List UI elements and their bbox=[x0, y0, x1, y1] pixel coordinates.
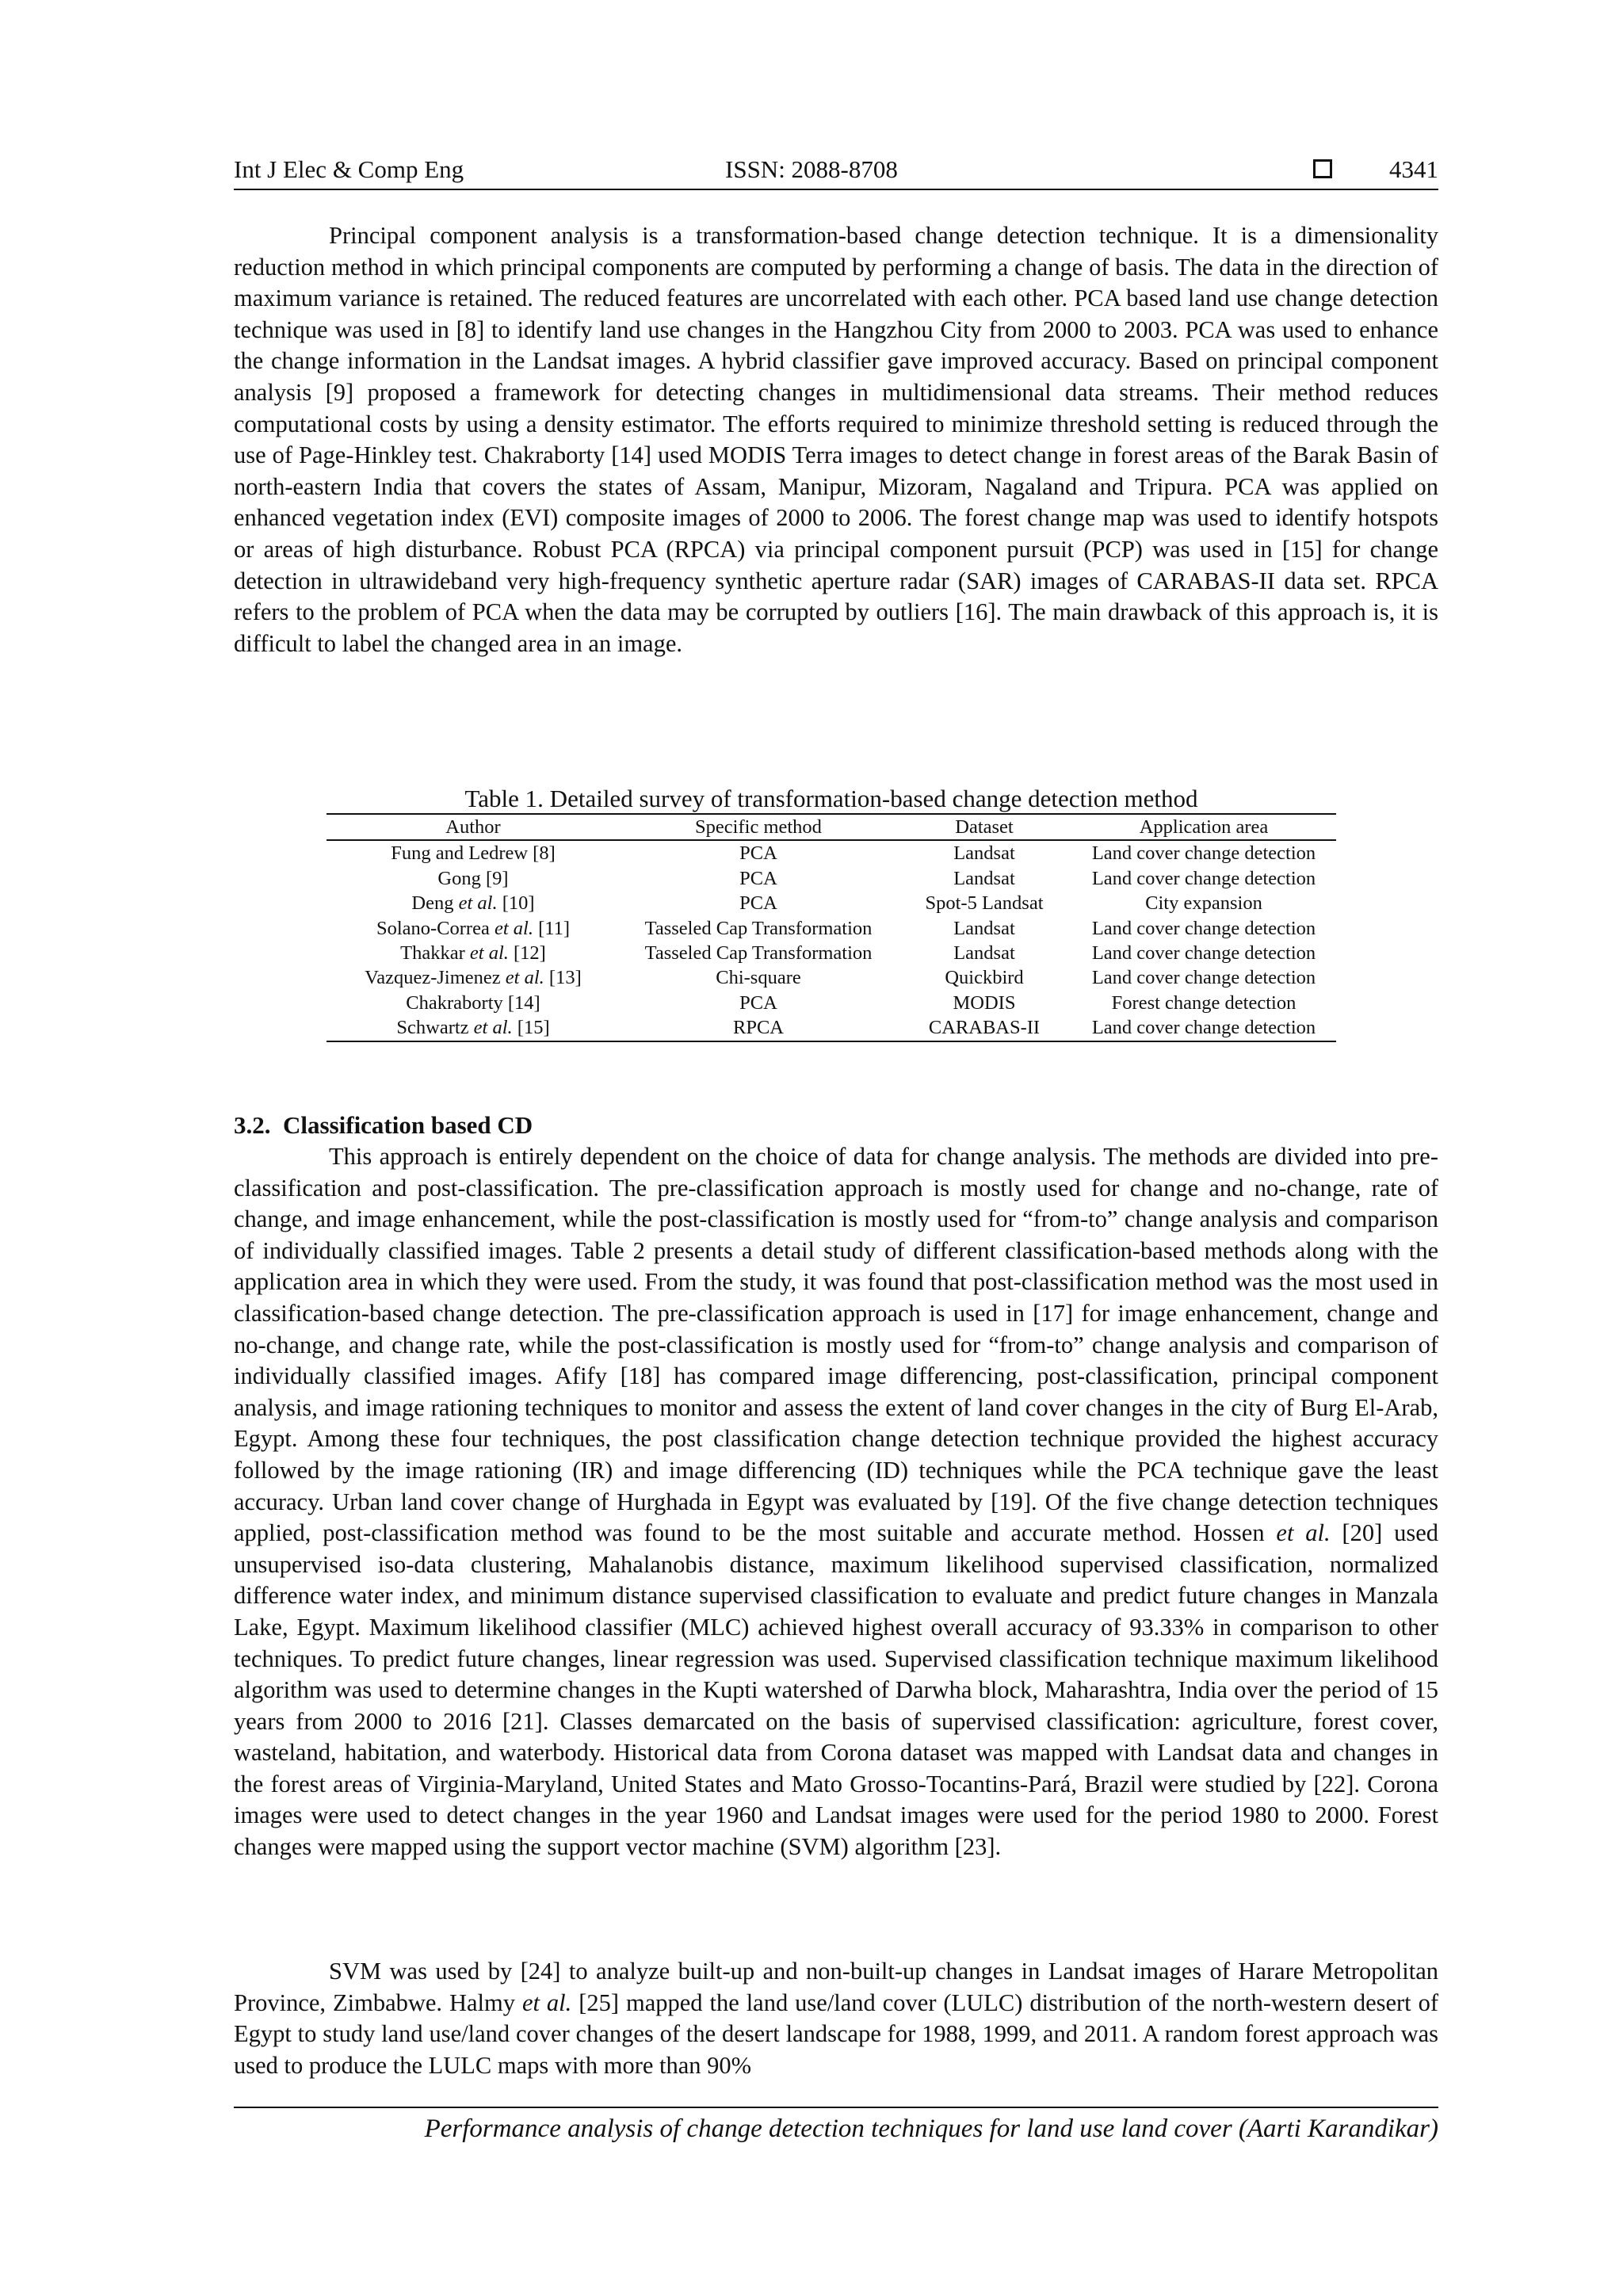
table-row bbox=[327, 941, 1336, 965]
table-caption: Table 1. Detailed survey of transformation-based change detection method bbox=[464, 785, 1198, 812]
cell-application: Land cover change detection bbox=[1091, 1017, 1316, 1039]
et-al: et al. bbox=[469, 942, 509, 965]
cell-author bbox=[327, 891, 620, 915]
body-text-classification bbox=[234, 1141, 1438, 1863]
cell-application: Land cover change detection bbox=[1091, 967, 1316, 989]
reference: [13] bbox=[548, 967, 582, 989]
cell-dataset: CARABAS-II bbox=[928, 1017, 1041, 1039]
et-al: et al. bbox=[521, 1988, 572, 2016]
et-al: et al. bbox=[473, 1017, 513, 1039]
cell-dataset: Spot-5 Landsat bbox=[925, 892, 1044, 915]
checkbox-square-icon bbox=[1313, 159, 1332, 178]
reference: [15] bbox=[517, 1017, 550, 1039]
table-row bbox=[327, 965, 1336, 990]
reference: [12] bbox=[514, 942, 546, 965]
paragraph-svm-part1: SVM was used by [24] to analyze built-up and non-built-up changes in Landsat images of Harare Metropolitan Province, Zimbabwe. Halmy bbox=[234, 1958, 1438, 2016]
paragraph-classification-part1: This approach is entirely dependent on the choice of data for change analysis. The methods are divided into pre-classification and post-classification. The pre-classification approach is mostly used for change and no-change, rate of change, and image enhancement, while the post-classification is mostly used for “from-to” change analysis and comparison of individually classified images. Table 2 presents a detail study of different classification-based methods along with the application area in which they were used. From the study, it was found that post-classification method was the most used in classification-based change detection. The pre-classification approach is used in [17] for image enhancement, change and no-change, and change rate, while the post-classification is mostly used for “from-to” change analysis and comparison of individually classified images. Afify [18] has compared image differencing, post-classification, principal component analysis, and image rationing techniques to monitor and assess the extent of land cover changes in the city of Burg El-Arab, Egypt. Among these four techniques, the post classification change detection technique provided the highest accuracy followed by the image rationing (IR) and image differencing (ID) techniques while the PCA technique gave the least accuracy. Urban land cover change of Hurghada in Egypt was evaluated by [19]. Of the five change detection techniques applied, post-classification method was found to be the most suitable and accurate method. Hossen bbox=[234, 1143, 1438, 1547]
footer-rule bbox=[234, 2107, 1438, 2108]
paragraph-classification bbox=[234, 1141, 1438, 1863]
table-row bbox=[327, 866, 1336, 891]
cell-method: Chi-square bbox=[716, 967, 801, 989]
cell-author bbox=[327, 916, 620, 941]
reference: [11] bbox=[538, 917, 571, 939]
cell-author bbox=[327, 866, 620, 891]
author-name: Fung and Ledrew [8] bbox=[391, 842, 556, 865]
cell-author bbox=[327, 840, 620, 865]
body-text-svm bbox=[234, 1956, 1438, 2081]
cell-method: PCA bbox=[739, 842, 777, 865]
cell-dataset: Landsat bbox=[953, 842, 1015, 865]
section-number: 3.2. bbox=[234, 1111, 271, 1139]
cell-author bbox=[327, 1015, 620, 1041]
author-name: Schwartz bbox=[396, 1017, 469, 1039]
body-text-top bbox=[234, 220, 1438, 659]
cell-author bbox=[327, 965, 620, 990]
survey-table bbox=[327, 813, 1336, 1042]
cell-dataset: Quickbird bbox=[945, 967, 1024, 989]
cell-dataset: Landsat bbox=[953, 917, 1015, 939]
et-al: et al. bbox=[1276, 1519, 1331, 1547]
header-author: Author bbox=[445, 816, 501, 838]
cell-application: Land cover change detection bbox=[1091, 842, 1316, 865]
cell-method: Tasseled Cap Transformation bbox=[644, 942, 873, 965]
issn: ISSN: 2088-8708 bbox=[725, 155, 898, 183]
et-al: et al. bbox=[505, 967, 544, 989]
author-name: Vazquez-Jimenez bbox=[365, 967, 501, 989]
section-title: Classification based CD bbox=[283, 1111, 533, 1139]
journal-name: Int J Elec & Comp Eng bbox=[234, 155, 464, 183]
cell-method: PCA bbox=[739, 867, 777, 889]
author-name: Solano-Correa bbox=[376, 917, 490, 939]
author-name: Chakraborty [14] bbox=[406, 991, 540, 1014]
table-row bbox=[327, 916, 1336, 941]
cell-dataset: MODIS bbox=[953, 991, 1016, 1014]
cell-dataset: Landsat bbox=[953, 867, 1015, 889]
header-rule bbox=[234, 189, 1438, 190]
cell-application: Forest change detection bbox=[1111, 991, 1296, 1014]
table-1 bbox=[327, 785, 1336, 1042]
page-number: 4341 bbox=[1389, 155, 1438, 183]
table-header-row bbox=[327, 814, 1336, 840]
paragraph-svm bbox=[234, 1956, 1438, 2081]
cell-application: City expansion bbox=[1145, 892, 1262, 915]
cell-method: Tasseled Cap Transformation bbox=[644, 917, 873, 939]
cell-author bbox=[327, 941, 620, 965]
cell-application: Land cover change detection bbox=[1091, 942, 1316, 965]
et-al: et al. bbox=[458, 892, 498, 915]
running-footer: Performance analysis of change detection techniques for land use land cover (Aarti Karandikar) bbox=[424, 2115, 1438, 2143]
cell-method: RPCA bbox=[732, 1017, 784, 1039]
running-header bbox=[234, 155, 1438, 189]
author-name: Deng bbox=[411, 892, 454, 915]
et-al: et al. bbox=[494, 917, 533, 939]
header-method: Specific method bbox=[695, 816, 822, 838]
header-application: Application area bbox=[1139, 816, 1269, 838]
table-row bbox=[327, 991, 1336, 1015]
cell-author bbox=[327, 991, 620, 1015]
paragraph-svm-part2: [25] mapped the land use/land cover (LULC) distribution of the north-western desert of Egypt to study land use/land cover changes of the desert landscape for 1988, 1999, and 2011. A random forest approach was used to produce the LULC maps with more than 90% bbox=[234, 1988, 1438, 2079]
header-dataset: Dataset bbox=[955, 816, 1014, 838]
cell-method: PCA bbox=[739, 892, 777, 915]
author-name: Gong [9] bbox=[437, 867, 509, 889]
cell-application: Land cover change detection bbox=[1091, 867, 1316, 889]
section-heading bbox=[234, 1110, 533, 1141]
table-row bbox=[327, 891, 1336, 915]
table-row bbox=[327, 840, 1336, 865]
paragraph-pca: Principal component analysis is a transformation-based change detection technique. It is a dimensionality reduction method in which principal components are computed by performing a change of basis. The data in the direction of maximum variance is retained. The reduced features are uncorrelated with each other. PCA based land use change detection technique was used in [8] to identify land use changes in the Hangzhou City from 2000 to 2003. PCA was used to enhance the change information in the Landsat images. A hybrid classifier gave improved accuracy. Based on principal component analysis [9] proposed a framework for detecting changes in multidimensional data streams. Their method reduces computational costs by using a density estimator. The efforts required to minimize threshold setting is reduced through the use of Page-Hinkley test. Chakraborty [14] used MODIS Terra images to detect change in forest areas of the Barak Basin of north-eastern India that covers the states of Assam, Manipur, Mizoram, Nagaland and Tripura. PCA was applied on enhanced vegetation index (EVI) composite images of 2000 to 2006. The forest change map was used to identify hotspots or areas of high disturbance. Robust PCA (RPCA) via principal component pursuit (PCP) was used in [15] for change detection in ultrawideband very high-frequency synthetic aperture radar (SAR) images of CARABAS-II data set. RPCA refers to the problem of PCA when the data may be corrupted by outliers [16]. The main drawback of this approach is, it is difficult to label the changed area in an image. bbox=[234, 222, 1438, 657]
author-name: Thakkar bbox=[400, 942, 465, 965]
cell-dataset: Landsat bbox=[953, 942, 1015, 965]
table-body bbox=[327, 840, 1336, 1041]
reference: [10] bbox=[502, 892, 535, 915]
cell-method: PCA bbox=[739, 991, 777, 1014]
table-row bbox=[327, 1015, 1336, 1041]
cell-application: Land cover change detection bbox=[1091, 917, 1316, 939]
paragraph-classification-part2: [20] used unsupervised iso-data clustering, Mahalanobis distance, maximum likelihood supervised classification, normalized difference water index, and minimum distance supervised classification to evaluate and predict future changes in Manzala Lake, Egypt. Maximum likelihood classifier (MLC) achieved highest overall accuracy of 93.33% in comparison to other techniques. To predict future changes, linear regression was used. Supervised classification technique maximum likelihood algorithm was used to determine changes in the Kupti watershed of Darwha block, Maharashtra, India over the period of 15 years from 2000 to 2016 [21]. Classes demarcated on the basis of supervised classification: agriculture, forest cover, wasteland, habitation, and waterbody. Historical data from Corona dataset was mapped with Landsat data and changes in the forest areas of Virginia-Maryland, United States and Mato Grosso-Tocantins-Pará, Brazil were studied by [22]. Corona images were used to detect changes in the year 1960 and Landsat images were used for the period 1980 to 2000. Forest changes were mapped using the support vector machine (SVM) algorithm [23]. bbox=[234, 1519, 1438, 1861]
